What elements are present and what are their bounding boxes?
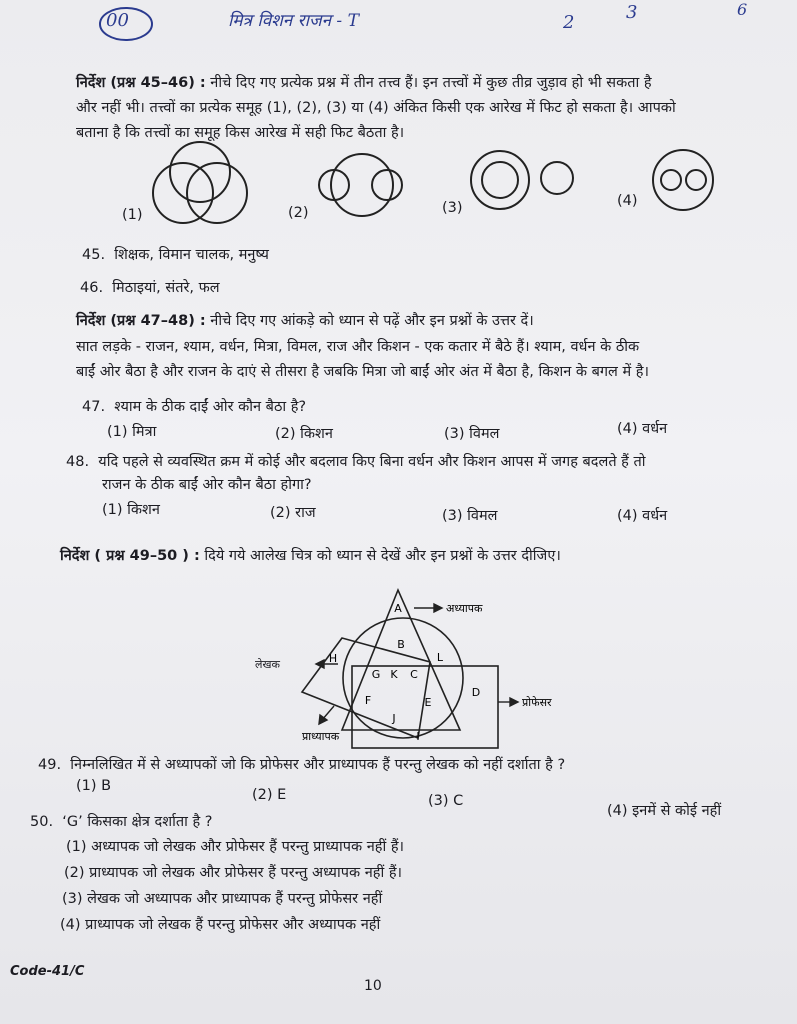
- region-K: K: [390, 668, 398, 681]
- q47-option-3[interactable]: (3) विमल: [444, 426, 500, 442]
- directions-47-48-line1: निर्देश (प्रश्न 47–48) : नीचे दिए गए आंकड़े को ध्यान से पढ़ें और इन प्रश्नों के उत्तर दें।: [76, 313, 534, 329]
- label-professor: प्रोफेसर: [522, 696, 552, 709]
- region-B: B: [397, 638, 405, 651]
- question-48-line2: राजन के ठीक बाईं ओर कौन बैठा होगा?: [102, 477, 312, 493]
- diagram-3-concentric-and-separate-circle: [462, 146, 582, 216]
- directions-47-48-line2: सात लड़के - राजन, श्याम, वर्धन, मित्रा, विमल, राज और किशन - एक कतार में बैठे हैं। श्याम, वर्धन के ठीक: [76, 339, 640, 355]
- q49-option-3[interactable]: (3) C: [428, 793, 464, 809]
- region-J: J: [392, 712, 396, 725]
- question-47: 47. श्याम के ठीक दाईं ओर कौन बैठा है?: [82, 399, 307, 415]
- diagram-4-two-circles-inside-circle: [643, 145, 723, 215]
- q49-option-1[interactable]: (1) B: [76, 778, 112, 794]
- label-writer-outer: लेखक: [255, 658, 280, 671]
- question-48-line1: 48. यदि पहले से व्यवस्थित क्रम में कोई और बदलाव किए बिना वर्धन और किशन आपस में जगह बदलते हैं तो: [66, 454, 646, 470]
- directions-45-46-line1: निर्देश (प्रश्न 45–46) : नीचे दिए गए प्रत्येक प्रश्न में तीन तत्त्व हैं। इन तत्त्वों में कुछ तीव्र जुड़ाव हो भी सकता है: [76, 75, 652, 91]
- diagram-3-label: (3): [442, 200, 463, 216]
- q48-option-2[interactable]: (2) राज: [270, 505, 316, 521]
- q47-option-4[interactable]: (4) वर्धन: [617, 421, 668, 437]
- region-G: G: [371, 668, 381, 681]
- label-teacher: अध्यापक: [446, 602, 483, 615]
- hand-header-scribble: मित्र विशन राजन - T: [228, 11, 359, 31]
- page-number: 10: [364, 978, 382, 994]
- hand-number-3: 3: [626, 2, 638, 23]
- region-F: F: [364, 694, 372, 707]
- hand-number-2: 2: [563, 12, 575, 33]
- q50-option-4[interactable]: (4) प्राध्यापक जो लेखक हैं परन्तु प्रोफेसर और अध्यापक नहीं: [60, 917, 381, 933]
- directions-49-50-label: निर्देश ( प्रश्न 49–50 ) :: [60, 548, 200, 564]
- directions-47-48-label: निर्देश (प्रश्न 47–48) :: [76, 313, 206, 329]
- q49-option-4[interactable]: (4) इनमें से कोई नहीं: [607, 803, 722, 819]
- label-lecturer: प्राध्यापक: [302, 730, 340, 743]
- venn-circle: [343, 618, 463, 738]
- diagram-4-label: (4): [617, 193, 638, 209]
- region-H: H: [328, 652, 338, 665]
- q48-option-3[interactable]: (3) विमल: [442, 508, 498, 524]
- region-C: C: [410, 668, 418, 681]
- diagram-1-three-overlapping-circles: [140, 135, 260, 225]
- question-50: 50. ‘G’ किसका क्षेत्र दर्शाता है ?: [30, 814, 213, 830]
- q50-option-3[interactable]: (3) लेखक जो अध्यापक और प्राध्यापक हैं परन्तु प्रोफेसर नहीं: [62, 891, 383, 907]
- footer-code: Code-41/C: [10, 964, 85, 979]
- question-45: 45. शिक्षक, विमान चालक, मनुष्य: [82, 247, 269, 263]
- directions-49-50: निर्देश ( प्रश्न 49–50 ) : दिये गये आलेख चित्र को ध्यान से देखें और इन प्रश्नों के उत्तर दीजिए।: [60, 548, 561, 564]
- diagram-1-label: (1): [122, 207, 143, 223]
- directions-45-46-line3: बताना है कि तत्त्वों का समूह किस आरेख में सही फिट बैठता है।: [76, 125, 405, 141]
- q48-option-4[interactable]: (4) वर्धन: [617, 508, 668, 524]
- hand-circled-number: 00: [106, 10, 129, 31]
- question-46: 46. मिठाइयां, संतरे, फल: [80, 280, 220, 296]
- q50-option-2[interactable]: (2) प्राध्यापक जो लेखक और प्रोफेसर हैं परन्तु अध्यापक नहीं हैं।: [64, 865, 403, 881]
- q48-option-1[interactable]: (1) किशन: [102, 502, 160, 518]
- region-A: A: [394, 602, 402, 615]
- region-D: D: [471, 686, 481, 699]
- diagram-2-two-small-circles-in-big: [312, 150, 412, 220]
- directions-45-46-line2: और नहीं भी। तत्त्वों का प्रत्येक समूह (1), (2), (3) या (4) अंकित किसी एक आरेख में फिट हो सकता है। आपको: [76, 100, 676, 116]
- q50-option-1[interactable]: (1) अध्यापक जो लेखक और प्रोफेसर हैं परन्तु प्राध्यापक नहीं हैं।: [66, 839, 405, 855]
- q49-option-2[interactable]: (2) E: [252, 787, 287, 803]
- venn-diagram: [290, 580, 590, 760]
- region-L: L: [436, 651, 444, 664]
- region-E: E: [424, 696, 432, 709]
- directions-45-46-label: निर्देश (प्रश्न 45–46) :: [76, 75, 206, 91]
- directions-47-48-line3: बाईं ओर बैठा है और राजन के दाएं से तीसरा है जबकि मित्रा जो बाईं ओर अंत में बैठा है, किशन के बगल में है।: [76, 364, 649, 380]
- q47-option-1[interactable]: (1) मित्रा: [107, 424, 157, 440]
- q47-option-2[interactable]: (2) किशन: [275, 426, 333, 442]
- question-49: 49. निम्नलिखित में से अध्यापकों जो कि प्रोफेसर और प्राध्यापक हैं परन्तु लेखक को नहीं दर्शाता है ?: [38, 757, 566, 773]
- region-I: I: [416, 730, 420, 743]
- diagram-2-label: (2): [288, 205, 309, 221]
- hand-number-6: 6: [737, 0, 748, 19]
